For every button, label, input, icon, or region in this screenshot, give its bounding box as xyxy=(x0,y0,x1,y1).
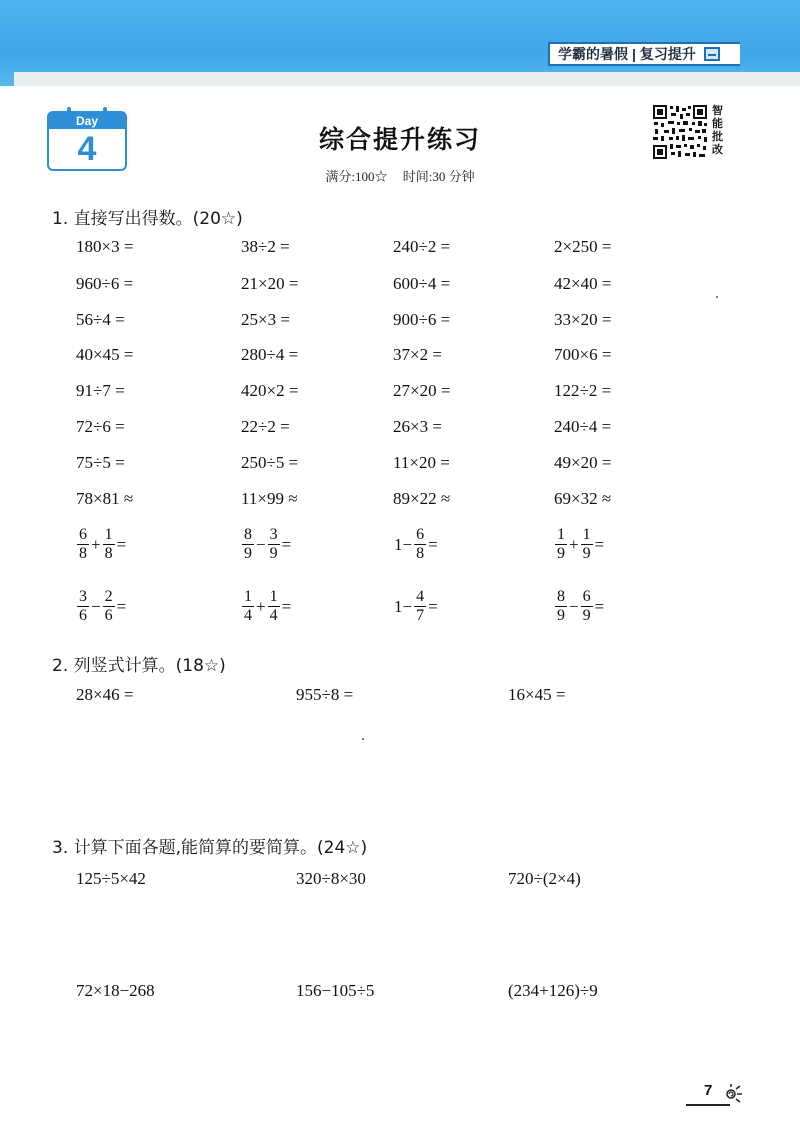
problem: 69×32 ≈ xyxy=(554,489,612,508)
denominator: 9 xyxy=(582,545,591,563)
day-number: 4 xyxy=(77,130,97,168)
problem: 56÷4 = xyxy=(76,310,125,329)
numerator: 1 xyxy=(104,526,113,543)
time-limit: 时间:30 分钟 xyxy=(402,169,475,184)
header-band-edge xyxy=(14,72,800,86)
fraction xyxy=(414,526,426,563)
equals-sign: = xyxy=(594,534,605,554)
problem: 37×2 = xyxy=(393,345,442,364)
problem: 33×20 = xyxy=(554,310,612,329)
equals-sign: = xyxy=(281,534,292,554)
problem: 960÷6 = xyxy=(76,274,134,293)
fraction xyxy=(242,526,254,563)
fraction-problem xyxy=(241,588,292,625)
score-time-line xyxy=(0,166,800,185)
numerator: 8 xyxy=(557,588,565,605)
problem: 240÷4 = xyxy=(554,417,612,436)
problem: 11×99 ≈ xyxy=(241,489,298,508)
fraction xyxy=(581,588,593,625)
problem: 38÷2 = xyxy=(241,237,290,256)
denominator: 6 xyxy=(104,607,113,625)
lead-term: 1− xyxy=(394,534,413,554)
sun-swirl-icon xyxy=(722,1084,744,1104)
calendar-ring-icon xyxy=(103,107,107,117)
problem: 700×6 = xyxy=(554,345,612,364)
numerator: 8 xyxy=(244,526,252,543)
denominator: 9 xyxy=(244,545,252,563)
page-number: 7 xyxy=(704,1082,713,1099)
fraction-problem xyxy=(76,588,127,625)
problem: 91÷7 = xyxy=(76,381,125,400)
fraction-problem xyxy=(393,526,439,563)
problem: 22÷2 = xyxy=(241,417,290,436)
numerator: 4 xyxy=(416,588,425,605)
series-name: 学霸的暑假 xyxy=(558,46,628,62)
equals-sign: = xyxy=(594,596,605,616)
equals-sign: = xyxy=(281,596,292,616)
problem: 240÷2 = xyxy=(393,237,451,256)
fraction-problem xyxy=(241,526,292,563)
fraction xyxy=(268,588,280,625)
series-subtitle: 复习提升 xyxy=(639,46,696,62)
problem: 75÷5 = xyxy=(76,453,125,472)
denominator: 9 xyxy=(269,545,278,563)
problem: 2×250 = xyxy=(554,237,612,256)
fraction-problem xyxy=(76,526,127,563)
problem: 600÷4 = xyxy=(393,274,451,293)
problem: 11×20 = xyxy=(393,453,450,472)
qr-caption: 智能批改 xyxy=(712,104,723,156)
simplify-problem: (234+126)÷9 xyxy=(508,981,598,1000)
stray-mark xyxy=(362,738,364,740)
equals-sign: = xyxy=(428,534,438,554)
lead-term: 1− xyxy=(394,596,413,616)
series-separator: | xyxy=(632,46,636,62)
numerator: 3 xyxy=(79,588,87,605)
section-1-heading: 1. 直接写出得数。(20☆) xyxy=(52,209,243,229)
fraction xyxy=(77,526,89,563)
fraction xyxy=(555,588,567,625)
problem: 27×20 = xyxy=(393,381,451,400)
simplify-problem: 156−105÷5 xyxy=(296,981,375,1000)
vertical-calc-problem: 955÷8 = xyxy=(296,685,354,704)
full-score: 满分:100☆ xyxy=(325,169,388,184)
operator: − xyxy=(256,534,266,554)
problem: 49×20 = xyxy=(554,453,612,472)
equals-sign: = xyxy=(428,596,438,616)
numerator: 1 xyxy=(557,526,565,543)
fraction xyxy=(77,588,89,625)
denominator: 9 xyxy=(557,607,565,625)
section-3-heading: 3. 计算下面各题,能简算的要简算。(24☆) xyxy=(52,838,368,858)
problem: 900÷6 = xyxy=(393,310,451,329)
series-tag xyxy=(548,42,740,66)
operator: − xyxy=(91,596,101,616)
vertical-calc-problem: 16×45 = xyxy=(508,685,566,704)
fraction xyxy=(103,588,115,625)
problem: 89×22 ≈ xyxy=(393,489,451,508)
problem: 21×20 = xyxy=(241,274,299,293)
denominator: 9 xyxy=(582,607,591,625)
numerator: 1 xyxy=(244,588,252,605)
numerator: 3 xyxy=(269,526,278,543)
problem: 25×3 = xyxy=(241,310,290,329)
problem: 72÷6 = xyxy=(76,417,125,436)
simplify-problem: 720÷(2×4) xyxy=(508,869,581,888)
equals-sign: = xyxy=(116,596,127,616)
operator: + xyxy=(91,534,101,554)
denominator: 4 xyxy=(244,607,252,625)
problem: 180×3 = xyxy=(76,237,134,256)
simplify-problem: 320÷8×30 xyxy=(296,869,366,888)
operator: + xyxy=(569,534,579,554)
denominator: 7 xyxy=(416,607,425,625)
numerator: 6 xyxy=(416,526,425,543)
fraction xyxy=(103,526,115,563)
fraction xyxy=(414,588,426,625)
problem: 26×3 = xyxy=(393,417,442,436)
problem: 40×45 = xyxy=(76,345,134,364)
day-label-text: Day xyxy=(75,114,98,128)
numerator: 6 xyxy=(79,526,87,543)
page-number-block xyxy=(686,1082,746,1108)
problem: 122÷2 = xyxy=(554,381,612,400)
numerator: 1 xyxy=(582,526,591,543)
denominator: 8 xyxy=(79,545,87,563)
page-number-underline xyxy=(686,1104,730,1106)
fraction xyxy=(268,526,280,563)
denominator: 8 xyxy=(104,545,113,563)
vertical-calc-problem: 28×46 = xyxy=(76,685,134,704)
denominator: 8 xyxy=(416,545,425,563)
simplify-problem: 72×18−268 xyxy=(76,981,155,1000)
qr-code-icon[interactable] xyxy=(652,104,708,160)
numerator: 2 xyxy=(104,588,113,605)
fraction xyxy=(242,588,254,625)
problem: 42×40 = xyxy=(554,274,612,293)
operator: + xyxy=(256,596,266,616)
problem: 420×2 = xyxy=(241,381,299,400)
simplify-problem: 125÷5×42 xyxy=(76,869,146,888)
fraction xyxy=(555,526,567,563)
equals-sign: = xyxy=(116,534,127,554)
section-2-heading: 2. 列竖式计算。(18☆) xyxy=(52,656,226,676)
numerator: 6 xyxy=(582,588,591,605)
book-icon xyxy=(704,47,720,61)
denominator: 6 xyxy=(79,607,87,625)
problem: 250÷5 = xyxy=(241,453,299,472)
stray-mark xyxy=(716,296,718,298)
problem: 78×81 ≈ xyxy=(76,489,134,508)
fraction-problem xyxy=(393,588,439,625)
fraction xyxy=(581,526,593,563)
operator: − xyxy=(569,596,579,616)
denominator: 9 xyxy=(557,545,565,563)
fraction-problem xyxy=(554,588,605,625)
denominator: 4 xyxy=(269,607,278,625)
problem: 280÷4 = xyxy=(241,345,299,364)
calendar-ring-icon xyxy=(67,107,71,117)
numerator: 1 xyxy=(269,588,278,605)
fraction-problem xyxy=(554,526,605,563)
page-title: 综合提升练习 xyxy=(318,125,481,154)
